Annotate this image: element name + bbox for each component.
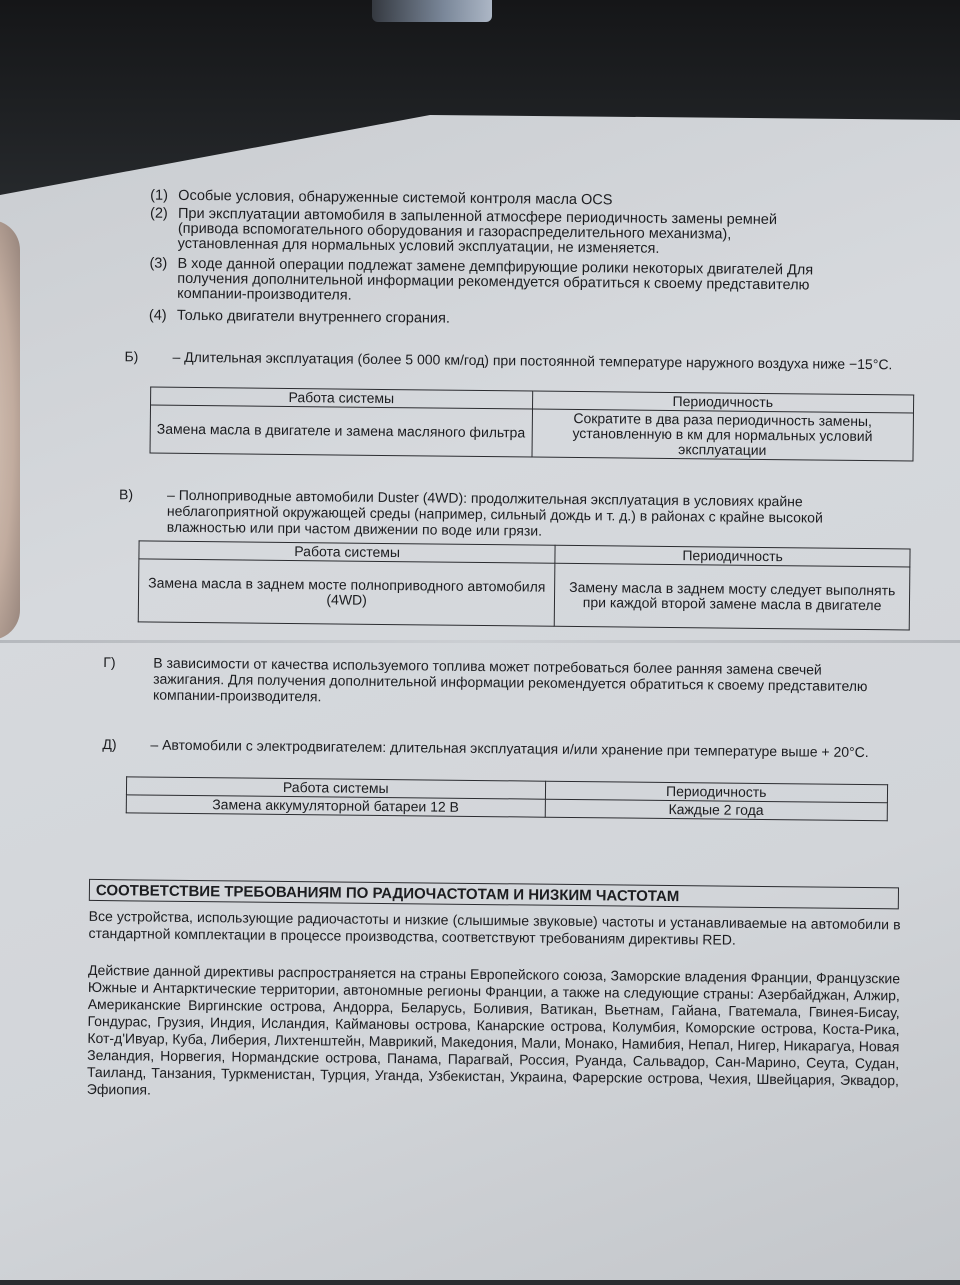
table-cell: Замена аккумуляторной батареи 12 В bbox=[126, 795, 545, 817]
table-header: Работа системы bbox=[126, 777, 545, 799]
radio-para-1: Все устройства, использующие радиочастоты и низкие (слышимые звуковые) частоты и устанавливаемые на автомобили в стандартной комплектации в процессе производства, соответствуют требованиям директивы RED. bbox=[88, 907, 901, 948]
table-cell: Замена масла в двигателе и замена масляного фильтра bbox=[150, 405, 532, 457]
radio-heading: СООТВЕТСТВИЕ ТРЕБОВАНИЯМ ПО РАДИОЧАСТОТАМ И НИЗКИМ ЧАСТОТАМ bbox=[89, 879, 899, 909]
note-1: (1) Особые условия, обнаруженные системой контроля масла OCS bbox=[150, 187, 613, 209]
radio-para-2: Действие данной директивы распространяется на страны Европейского союза, Заморские владения Франции, Французские Южные и Антарктические территории, автономные регионы Франции, а также на следующие страны: Азербайджан, Алжир, Американские Виргинские острова, Андорра, Беларусь, Боливия, Ватикан, Вьетнам, Гайана, Гватемала, Гвинея-Бисау, Гондурас, Грузия, Индия, Исландия, Каймановы острова, Канарские острова, Колумбия, Коморские острова, Коста-Рика, Кот-д'Ивуар, Куба, Либерия, Лихтенштейн, Маврикий, Македония, Мали, Монако, Намибия, Непал, Нигер, Никарагуа, Новая Зеландия, Норвегия, Нормандские острова, Панама, Парагвай, Россия, Руанда, Сальвадор, Сан-Марино, Сеута, Судан, Таиланд, Танзания, Туркменистан, Турция, Уганда, Узбекистан, Украина, Фарерские острова, Чехия, Швейцария, Эквадор, Эфиопия. bbox=[86, 961, 901, 1098]
table-header: Работа системы bbox=[151, 387, 533, 409]
section-g-label: Г) bbox=[103, 654, 116, 671]
section-d-table bbox=[126, 776, 888, 821]
table-cell: Сократите в два раза периодичность замены, установленную в км для нормальных условий эксплуатации bbox=[531, 409, 913, 461]
section-g-text: В зависимости от качества используемого топлива может потребоваться более ранняя замена свечей зажигания. Для получения дополнительной информации рекомендуется обратиться к своему представителю компании-производителя. bbox=[152, 654, 868, 705]
note-2: (2) При эксплуатации автомобиля в запыленной атмосфере периодичность замены ремней (привода вспомогательного оборудования и газораспределительного механизма), установленная для нормальных условий эксплуатации, не изменяется. bbox=[149, 205, 778, 257]
section-d-text: – Автомобили с электродвигателем: длительная эксплуатация и/или хранение при температуре выше + 20°C. bbox=[150, 736, 869, 761]
table-header: Периодичность bbox=[532, 391, 914, 413]
note-3: (3) В ходе данной операции подлежат замене демпфирующие ролики некоторых двигателей Для получения дополнительной информации рекомендуется обратиться к своему представителю компании-производителя. bbox=[149, 255, 814, 304]
section-b-table bbox=[150, 387, 915, 462]
section-v-table bbox=[138, 540, 911, 630]
section-b-text: – Длительная эксплуатация (более 5 000 км/год) при постоянной температуре наружного воздуха ниже −15°C. bbox=[172, 348, 893, 373]
section-b-label: Б) bbox=[124, 348, 139, 365]
table-cell: Замену масла в заднем мосту следует выполнять при каждой второй замене масла в двигателе bbox=[555, 563, 910, 630]
section-v-label: В) bbox=[119, 486, 134, 503]
table-header: Периодичность bbox=[545, 781, 888, 803]
table-header: Периодичность bbox=[555, 545, 910, 567]
note-4: (4) Только двигатели внутреннего сгорания. bbox=[148, 307, 451, 327]
section-v-text: – Полноприводные автомобили Duster (4WD): продолжительная эксплуатация в условиях крайне неблагоприятной окружающей среды (например, сильный дождь и т. д.) в районах с крайне высокой влажностью или при частом движении по воде или грязи. bbox=[166, 486, 823, 539]
section-d-label: Д) bbox=[102, 736, 117, 753]
table-cell: Замена масла в заднем мосте полноприводного автомобиля (4WD) bbox=[138, 559, 555, 626]
table-header: Работа системы bbox=[139, 541, 555, 563]
table-cell: Каждые 2 года bbox=[545, 799, 888, 821]
